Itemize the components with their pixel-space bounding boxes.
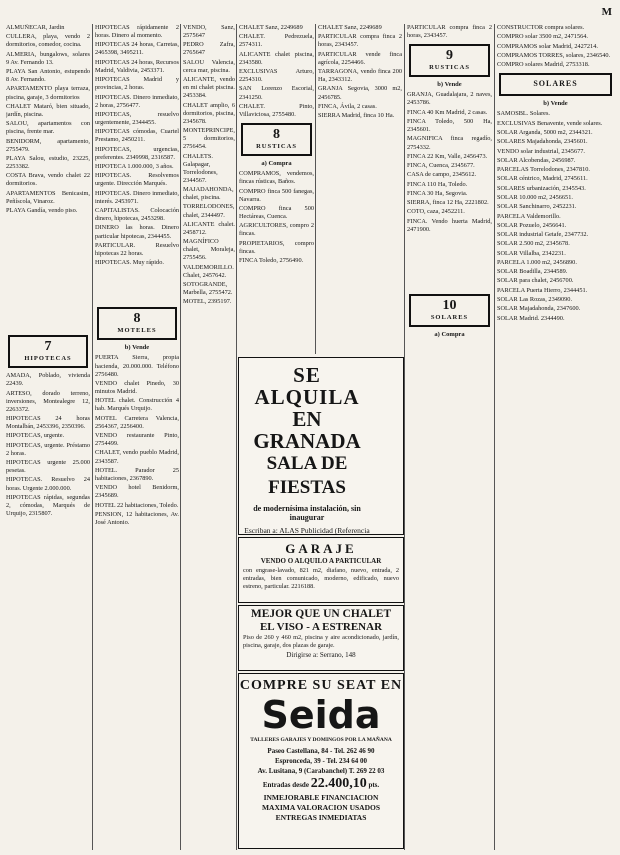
classified-ad: ARTESO, dorado terreno, inversiones, Montealegre 12, 2263372. bbox=[6, 389, 90, 413]
classified-ad: APARTAMENTOS Benicasim, Peñíscola, Vinaroz. bbox=[6, 189, 90, 205]
classified-ad: COMPRAMOS solar Madrid, 2427214. bbox=[497, 42, 598, 50]
ad-feature: ENTREGAS INMEDIATAS bbox=[275, 813, 367, 822]
classified-ad: SOLARES urbanización, 2345543. bbox=[497, 184, 586, 192]
classified-ad: HIPOTECAS. Resuelvo 24 horas. Urgente 2.000.000. bbox=[6, 476, 90, 492]
classified-ad: EXCLUSIVAS Arturo, 2254310. bbox=[239, 68, 314, 84]
classified-ad: FINCA 22 Km, Valle, 2456473. bbox=[407, 152, 488, 160]
column-6 bbox=[407, 24, 492, 850]
classified-ad: GRANJA, Guadalajara, 2 naves, 2453786. bbox=[407, 91, 492, 107]
classified-ad: CHALET Sanz, 2249689 bbox=[239, 24, 303, 31]
section-header-moteles bbox=[97, 307, 177, 340]
classified-ad: FINCA, Cuenca, 2345677. bbox=[407, 162, 475, 170]
ad-headline: MEJOR QUE UN CHALET bbox=[250, 608, 392, 620]
classified-ad: MAGNIFICA finca regadío, 2754332. bbox=[407, 135, 492, 151]
seida-logo: Seida bbox=[261, 693, 381, 737]
classified-ad: SIERRA, finca 12 Ha, 2221802. bbox=[407, 199, 489, 207]
ad-address: Av. Lusitana, 9 (Carabanchel) T. 269 22 03 bbox=[257, 767, 385, 775]
classified-ad: FINCA, Ávila, 2 casas. bbox=[318, 102, 377, 110]
classified-ad: PLAYA Gandía, vendo piso. bbox=[6, 207, 78, 215]
classified-ad: PLAYA San Antonio, estupendo 8 Av. Fernando. bbox=[6, 68, 90, 84]
classified-ad: CHALET. Pedrezuela, 2574311. bbox=[239, 33, 314, 49]
classified-ad: PROPIETARIOS, compro fincas. bbox=[239, 239, 314, 255]
classified-ad: COMPRO finca 500 Hectáreas, Cuenca. bbox=[239, 204, 314, 220]
classified-ad: HIPOTECAS, urgencias, preferentes. 2349998, 2316587. bbox=[95, 145, 179, 161]
ad-address: Paseo Castellana, 84 - Tel. 262 46 90 bbox=[267, 747, 375, 755]
classified-ad: PARTICULAR compra finca 2 horas, 2343457. bbox=[407, 24, 492, 40]
classified-ad: FINCA 30 Ha, Segovia. bbox=[407, 189, 468, 197]
section-header-rusticas bbox=[241, 123, 312, 156]
ad-feature: INMEJORABLE FINANCIACION bbox=[263, 793, 379, 802]
classified-ad: SOLAR 2.500 m2, 2345678. bbox=[497, 240, 570, 248]
section-subheading: a) Compra bbox=[261, 160, 292, 168]
classified-ad: HIPOTECAS rápidamente 2 horas. Dinero al momento. bbox=[95, 24, 179, 40]
classified-ad: HIPOTECAS 24 horas, Recursos Madrid, Valdivia, 2453371. bbox=[95, 58, 179, 74]
classified-ad: HIPOTECAS. Resolvemos urgente. Dirección Marqués. bbox=[95, 172, 179, 188]
section-number: 8 bbox=[273, 126, 280, 142]
classified-ad: PUERTA Sierra, propia hacienda, 20.000.000. Teléfono 2756480. bbox=[95, 354, 179, 378]
classified-ad: HOTEL 22 habitaciones, Toledo. bbox=[95, 501, 179, 509]
classified-ad: TARRAGONA, vendo finca 200 Ha, 2343312. bbox=[318, 68, 402, 84]
ad-headline: COMPRE SU SEAT EN bbox=[239, 678, 403, 693]
classified-ad: CHALET Mataró, bien situado, jardín, piscina. bbox=[6, 102, 90, 118]
section-header-rusticas-vende bbox=[409, 44, 490, 77]
classified-ad: CONSTRUCTOR compra solares. bbox=[497, 24, 585, 31]
column-3 bbox=[183, 24, 235, 850]
classified-ad: HIPOTECAS cómodas, Cuartel Prestamo, 2450211. bbox=[95, 128, 179, 144]
classified-ad: COMPRO finca 500 fanegas, Navarra. bbox=[239, 187, 314, 203]
section-name: SOLARES bbox=[533, 79, 578, 89]
classified-ad: PARCELA Valdemorillo. bbox=[497, 212, 561, 220]
classified-ad: HIPOTECAS. Dinero inmediato, interés. 2453971. bbox=[95, 189, 179, 205]
classified-ad: HIPOTECAS, resuelvo urgentemente, 2344455. bbox=[95, 110, 179, 126]
classified-ad: COSTA Brava, vendo chalet 22 dormitorios. bbox=[6, 172, 90, 188]
classified-ad: CHALET Sanz, 2249689 bbox=[318, 24, 382, 31]
classified-ad: SOLAR Boadilla, 2344589. bbox=[497, 268, 568, 276]
section-header-solares-vende bbox=[499, 73, 612, 96]
classified-ad: HIPOTECA 1.000.000, 3 años. bbox=[95, 163, 174, 170]
ad-subline: TALLERES GARAJES Y DOMINGOS POR LA MAÑANA bbox=[250, 737, 392, 743]
ad-chalet-el-viso bbox=[238, 605, 404, 671]
classified-ad: PARCELA 1.000 m2, 2456890. bbox=[497, 258, 577, 266]
ad-price-unit: pts. bbox=[368, 781, 380, 789]
classified-ad: HIPOTECAS 24 horas Montalbán, 2453396, 2350396. bbox=[6, 415, 90, 431]
column-rule bbox=[404, 24, 405, 850]
classified-ad: AMADA, Poblado, vivienda 22439. bbox=[6, 372, 90, 388]
classified-ad: SOLARES Majadahonda, 2345601. bbox=[497, 138, 588, 146]
classified-ad: MOTEL Carretera Valencia, 2564367, 2256400. bbox=[95, 414, 179, 430]
section-number: 9 bbox=[446, 48, 453, 64]
classified-ad: SOLAR para chalet, 2456700. bbox=[497, 277, 574, 285]
classified-ad: SOLAR Alcobendas, 2456987. bbox=[497, 156, 576, 164]
classified-ad: SOLAR Arganda, 5000 m2, 2344321. bbox=[497, 128, 593, 136]
classified-ad: GRANJA Segovia, 3000 m2, 2456785. bbox=[318, 85, 402, 101]
ad-headline: GARAJE bbox=[285, 541, 357, 556]
column-rule bbox=[494, 24, 495, 850]
section-name: RUSTICAS bbox=[429, 64, 470, 72]
section-number: 10 bbox=[442, 297, 457, 313]
classified-ad: HOTEL. Parador 25 habitaciones, 2367890. bbox=[95, 466, 179, 482]
classified-ad: PEDRO Zafra, 2765647 bbox=[183, 41, 235, 57]
classified-ad: ALICANTE chalet. 2458712. bbox=[183, 220, 235, 236]
classified-ad: PENSION, 12 habitaciones, Av. José Antonio. bbox=[95, 510, 179, 526]
section-subheading: a) Compra bbox=[434, 331, 465, 339]
classified-ad: MAGNÍFICO chalet, Moraleja, 2755456. bbox=[183, 238, 235, 262]
section-subheading: b) Vende bbox=[124, 344, 150, 352]
classified-ad: FINCA Toledo, 2756490. bbox=[239, 257, 304, 265]
classified-ad: HIPOTECAS. Muy rápido. bbox=[95, 259, 164, 267]
column-rule bbox=[180, 24, 181, 850]
section-name: HIPOTECAS bbox=[24, 355, 72, 363]
classified-ad: PARTICULAR vende finca agrícola, 2254466. bbox=[318, 50, 402, 66]
classified-ad: SOLAR Madrid. 2344490. bbox=[497, 314, 565, 322]
classified-ad: HIPOTECAS, urgente. bbox=[6, 432, 65, 440]
classified-ad: SOLAR Pozuelo, 2456641. bbox=[497, 221, 567, 229]
classified-ad: ALICANTE, vendo en mi chalet piscina. 2453384. bbox=[183, 76, 235, 100]
page-mark: M bbox=[601, 6, 612, 18]
classified-ad: AGRICULTORES, compro 2 fincas. bbox=[239, 222, 314, 238]
classified-ad: CASA de campo, 2345612. bbox=[407, 171, 477, 179]
classified-ad: SOLAR Villalba, 2342231. bbox=[497, 249, 566, 257]
section-subheading: b) Vende bbox=[437, 81, 462, 89]
classified-ad: VENDO solar industrial, 2345677. bbox=[497, 147, 585, 155]
classified-ad: CAPITALISTAS. Colocación dinero, hipotecas, 2453298. bbox=[95, 207, 179, 223]
classified-ad: SAMOSBL. Solares. bbox=[497, 110, 551, 118]
ad-price-line bbox=[239, 776, 403, 793]
column-rule bbox=[92, 24, 93, 850]
classified-ad: COMPRO solares Madrid, 2753318. bbox=[497, 61, 590, 69]
ad-contact: Dirigirse a: Serrano, 148 bbox=[286, 651, 356, 659]
ad-subline: de modernísima instalación, sin inaugurar bbox=[253, 504, 361, 522]
classified-ad: CHALET. Pinto, Villaviciosa, 2755480. bbox=[239, 102, 314, 118]
classified-ad: CHALETS. Galapagar, Torrelodones, 2344567. bbox=[183, 152, 218, 184]
classified-ad: HOTEL chalet. Construcción 4 hab. Marqués Urquijo. bbox=[95, 397, 179, 413]
classified-ad: PARTICULAR. Resuelvo hipotecas 22 horas. bbox=[95, 241, 179, 257]
ad-address: Espronceda, 39 - Tel. 234 64 00 bbox=[274, 757, 368, 765]
classified-ad: HIPOTECAS urgente 25.000 pesetas. bbox=[6, 459, 90, 475]
classified-ad: COTO, caza, 2452211. bbox=[407, 208, 465, 216]
ad-headline: EL VISO - A ESTRENAR bbox=[259, 621, 383, 633]
ad-price: 22.400,10 bbox=[310, 776, 367, 791]
ad-subline: VENDO O ALQUILO A PARTICULAR bbox=[260, 557, 382, 565]
classified-ad: HIPOTECAS Madrid y provincias, 2 horas. bbox=[95, 76, 179, 92]
classified-ad: DINERO las horas. Dinero particular hipotecas, 2344455. bbox=[95, 224, 179, 240]
ad-feature: MAXIMA VALORACION USADOS bbox=[261, 803, 381, 812]
ad-headline: SE ALQUILA bbox=[254, 363, 360, 409]
classified-ad: VENDO chalet Pinedo, 30 minutos Madrid. bbox=[95, 379, 179, 395]
classified-ad: FINCA. Vendo huerta Madrid, 2471900. bbox=[407, 217, 492, 233]
ad-body: Piso de 260 y 460 m2, piscina y aire acondicionado, jardín, piscina, garaje, dos plazas de garaje. bbox=[243, 634, 399, 649]
classified-ad: ALMERIA, bungalows, solares 9 Av. Fernando 13. bbox=[6, 50, 90, 66]
column-rule bbox=[315, 24, 316, 354]
classified-ad: VENDO hotel Benidorm, 2345689. bbox=[95, 484, 179, 500]
classified-ad: HIPOTECAS. Dinero inmediato, 2 horas, 2756477. bbox=[95, 93, 179, 109]
ad-seat-seida bbox=[238, 673, 404, 849]
section-header-solares bbox=[409, 294, 490, 327]
classified-ad: CULLERA, playa, vendo 2 dormitorios, comedor, cocina. bbox=[6, 33, 90, 49]
classified-ad: CHALET amplio, 6 dormitorios, piscina, 2345678. bbox=[183, 101, 235, 125]
classified-ad: SOLAR Majadahonda, 2347600. bbox=[497, 305, 581, 313]
ad-garaje bbox=[238, 537, 404, 603]
classified-ad: SOTOGRANDE, Marbella, 2755472. bbox=[183, 281, 233, 297]
classified-ad: APARTAMENTO playa terraza, piscina, garaje, 3 dormitorios bbox=[6, 85, 90, 101]
classified-ad: MAJADAHONDA, chalet, piscina. bbox=[183, 186, 234, 202]
classified-ad: SOLAR céntrico, Madrid, 2745611. bbox=[497, 175, 588, 183]
classified-ad: FINCA Toledo, 500 Ha, 2345601. bbox=[407, 118, 492, 134]
classified-ad: VALDEMORILLO. Chalet, 2457642. bbox=[183, 263, 234, 279]
column-rule bbox=[236, 24, 237, 850]
classified-ad: EXCLUSIVAS Benavente, vende solares. bbox=[497, 119, 603, 127]
section-subheading: b) Vende bbox=[543, 100, 568, 108]
classified-ad: CHALET, vendo pueblo Madrid, 2343587. bbox=[95, 449, 179, 465]
classified-ad: PARTICULAR compra finca 2 horas, 2343457. bbox=[318, 33, 402, 49]
classified-ad: FINCA 40 Km Madrid, 2 casas. bbox=[407, 108, 488, 116]
classified-ad: PLAYA Salou, estudio, 23225, 2253382. bbox=[6, 154, 90, 170]
classified-ad: SOLAR 10.000 m2, 2456651. bbox=[497, 193, 573, 201]
ad-price-label: Entradas desde bbox=[262, 781, 309, 789]
classified-ad: PARCELAS Torrelodones, 2347810. bbox=[497, 166, 590, 174]
classified-ad: COMPRO solar 3500 m2, 2471564. bbox=[497, 33, 588, 41]
classified-ad: ALICANTE chalet piscina, 2343580. bbox=[239, 50, 314, 66]
classified-ad: SAN Lorenzo Escorial, 2341250. bbox=[239, 85, 314, 101]
ad-body: con engrase-lavado, 821 m2, diafano, nuevo, entrada, 2 entradas, bien comunicado, moderno, edificado, nuevo estreno, particular. 2216188. bbox=[243, 567, 399, 590]
classified-ad: MONTEPRINCIPE, 5 dormitorios, 2756454. bbox=[183, 127, 235, 151]
column-1 bbox=[6, 24, 90, 850]
section-name: MOTELES bbox=[117, 327, 157, 335]
classified-ad: SOLAR Las Rozas, 2349090. bbox=[497, 296, 573, 304]
column-7 bbox=[497, 24, 614, 850]
ad-headline: EN GRANADA bbox=[253, 407, 361, 453]
classified-ad: SOLAR Sanchinarro, 2452231. bbox=[497, 203, 577, 211]
classified-ad: HIPOTECAS 24 horas, Carretas, 2465398, 3495211. bbox=[95, 41, 179, 57]
column-5 bbox=[318, 24, 402, 354]
section-name: SOLARES bbox=[430, 313, 469, 321]
classified-ad: SALOU, apartamentos con piscina, frente mar. bbox=[6, 120, 90, 136]
classified-ad: VENDO restaurante Pinto, 2754499. bbox=[95, 432, 179, 448]
ad-sala-de-fiestas bbox=[238, 357, 404, 535]
section-name: RUSTICAS bbox=[256, 142, 297, 150]
classified-ad: SIERRA Madrid, finca 10 Ha. bbox=[318, 112, 395, 120]
section-number: 7 bbox=[44, 339, 52, 355]
classified-ad: HIPOTECAS rápidas, segundas 2, cómodas, Marqués de Urquijo, 2315807. bbox=[6, 493, 90, 518]
section-number: 8 bbox=[133, 311, 141, 327]
classified-ad: COMPRAMOS TORRES, solares, 2346540. bbox=[497, 51, 611, 59]
column-4 bbox=[239, 24, 314, 354]
classified-ad: PARCELA Puerta Hierro, 2344451. bbox=[497, 286, 588, 294]
ad-headline: SALA DE FIESTAS bbox=[266, 453, 348, 498]
column-2 bbox=[95, 24, 179, 850]
classified-ad: TORRELODONES, chalet, 2344497. bbox=[183, 203, 235, 219]
classified-ad: BENIDORM, apartamento, 2755479. bbox=[6, 137, 90, 153]
classified-ad: HIPOTECAS, urgente. Préstamo 2 horas. bbox=[6, 441, 90, 457]
classified-ad: COMPRAMOS, vendemos, fincas rústicas, Baños. bbox=[239, 170, 314, 186]
ad-contact: Escriban a: ALAS Publicidad (Referencia bbox=[244, 526, 370, 535]
classified-ad: SOLAR industrial Getafe, 2347732. bbox=[497, 231, 589, 239]
classified-ad: ALMUÑECAR, Jardin bbox=[6, 24, 65, 31]
section-header-hipotecas bbox=[8, 335, 88, 368]
classifieds-page bbox=[6, 24, 614, 850]
classified-ad: FINCA 110 Ha, Toledo. bbox=[407, 180, 468, 188]
classified-ad: SALOU Valencia, cerca mar, piscina. bbox=[183, 58, 235, 74]
classified-ad: MOTEL, 2395197. bbox=[183, 298, 232, 306]
classified-ad: VENDO, Sanz, 2575647 bbox=[183, 24, 235, 40]
